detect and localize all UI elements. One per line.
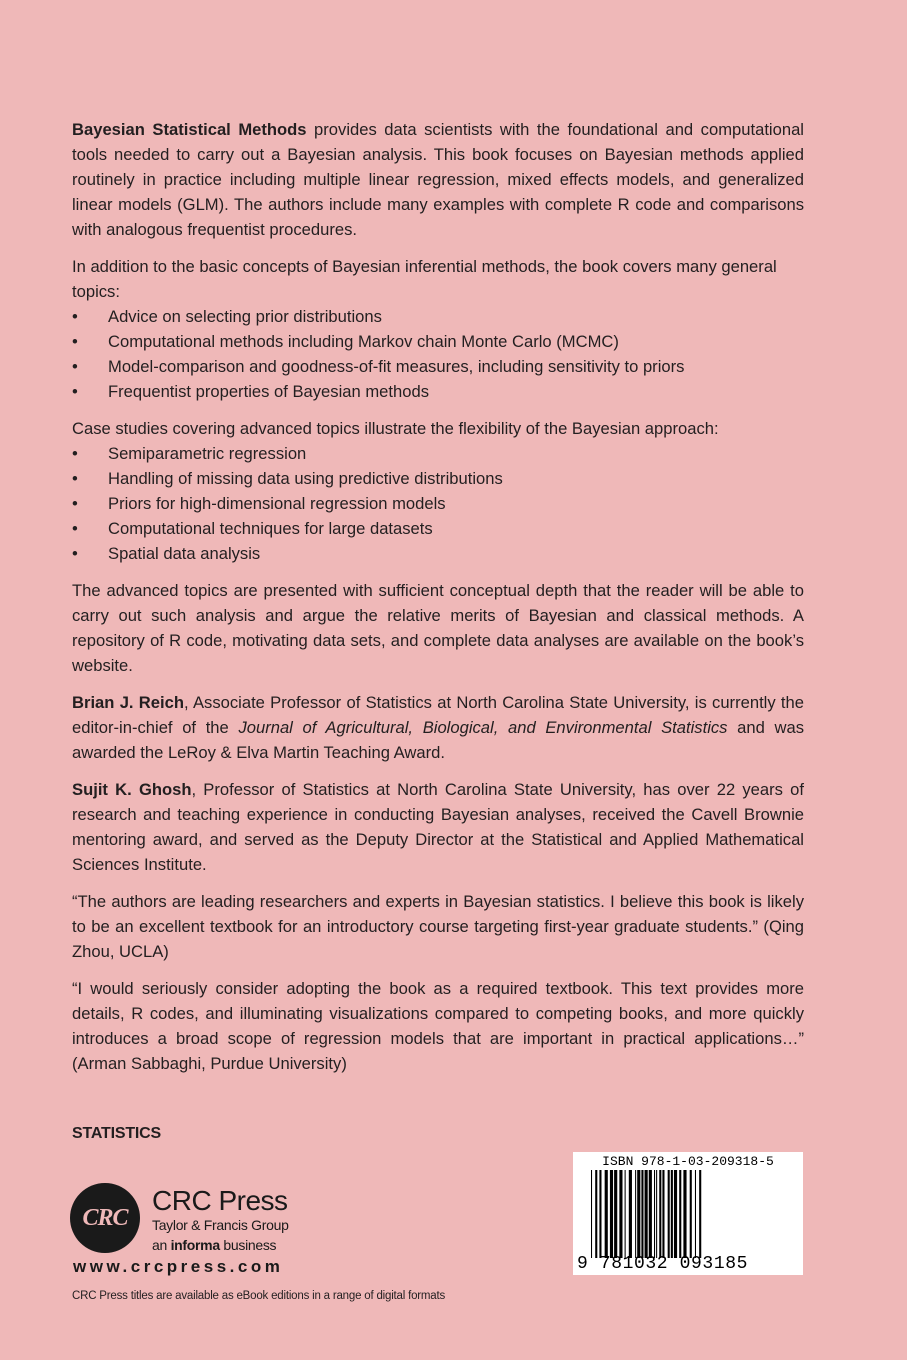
barcode-bars-icon	[591, 1170, 797, 1258]
category-heading: STATISTICS	[72, 1125, 161, 1142]
list-item: • Model-comparison and goodness-of-fit measures, including sensitivity to priors	[72, 354, 804, 379]
list-item: • Spatial data analysis	[72, 541, 804, 566]
barcode-bar	[671, 1170, 673, 1258]
crc-logo-icon: CRC	[70, 1183, 140, 1253]
review-quote-2: “I would seriously consider adopting the book as a required textbook. This text provides more details, R codes, and illuminating visualizations compared to competing books, and more quickly introduces a broad scope of regression models that are important in practical applications…” (Arman Sabbaghi, Purdue University)	[72, 979, 804, 1073]
barcode-bar	[637, 1170, 640, 1258]
publisher-name: CRC Press	[152, 1185, 288, 1216]
barcode-bar	[605, 1170, 608, 1258]
topics-list	[72, 304, 804, 404]
barcode-bar	[619, 1170, 622, 1258]
barcode-bar	[625, 1170, 626, 1258]
author1-bio: Brian J. Reich, Associate Professor of Statistics at North Carolina State University, is currently the editor-in-chief of the Journal of Agricultural, Biological, and Environmental Statistics and was awarded the LeRoy & Elva Martin Teaching Award.	[72, 693, 805, 762]
publisher-logo	[70, 1183, 330, 1283]
barcode-bar	[690, 1170, 692, 1258]
barcode-bar	[610, 1170, 613, 1258]
barcode-bar	[649, 1170, 652, 1258]
barcode-bar	[599, 1170, 601, 1258]
list-item: • Handling of missing data using predictive distributions	[72, 466, 804, 491]
publisher-website: www.crcpress.com	[73, 1257, 284, 1276]
topics-lead: In addition to the basic concepts of Bayesian inferential methods, the book covers many general topics:	[72, 257, 777, 301]
barcode-bar	[699, 1170, 701, 1258]
bullet: •	[72, 494, 78, 513]
back-cover-text	[72, 117, 804, 1088]
list-item: • Computational techniques for large datasets	[72, 516, 804, 541]
bullet: •	[72, 444, 78, 463]
barcode-bar	[668, 1170, 670, 1258]
barcode-bar	[645, 1170, 648, 1258]
isbn-barcode	[573, 1152, 803, 1275]
barcode-bar	[683, 1170, 686, 1258]
list-item: • Priors for high-dimensional regression models	[72, 491, 804, 516]
author2-name: Sujit K. Ghosh	[72, 780, 192, 799]
barcode-bar	[662, 1170, 664, 1258]
author1-name: Brian J. Reich	[72, 693, 184, 712]
list-item: • Semiparametric regression	[72, 441, 804, 466]
ebook-note: CRC Press titles are available as eBook editions in a range of digital formats	[72, 1290, 446, 1302]
publisher-group: Taylor & Francis Group	[152, 1217, 289, 1233]
barcode-bar	[656, 1170, 657, 1258]
barcode-bar	[674, 1170, 677, 1258]
bullet: •	[72, 469, 78, 488]
bullet: •	[72, 382, 78, 401]
cases-list	[72, 441, 804, 566]
isbn-digits: 9 781032 093185	[577, 1254, 749, 1274]
barcode-bar	[591, 1170, 592, 1258]
barcode-bar	[629, 1170, 632, 1258]
bullet: •	[72, 544, 78, 563]
advanced-paragraph: The advanced topics are presented with sufficient conceptual depth that the reader will be able to carry out such analysis and argue the relative merits of Bayesian and classical methods. A repository of R code, motivating data sets, and complete data analyses are available on the book’s website.	[72, 581, 804, 675]
bullet: •	[72, 357, 78, 376]
barcode-bar	[595, 1170, 597, 1258]
author2-bio: Sujit K. Ghosh, Professor of Statistics at North Carolina State University, has over 22 years of research and teaching experience in conducting Bayesian analyses, received the Cavell Brownie mentoring award, and served as the Deputy Director at the Statistical and Applied Mathematical Sciences Institute.	[72, 780, 804, 874]
barcode-bar	[635, 1170, 636, 1258]
bullet: •	[72, 332, 78, 351]
barcode-bar	[659, 1170, 661, 1258]
journal-title: Journal of Agricultural, Biological, and Environmental Statistics	[238, 718, 728, 737]
barcode-bar	[641, 1170, 643, 1258]
barcode-bar	[654, 1170, 655, 1258]
bullet: •	[72, 307, 78, 326]
intro-paragraph: Bayesian Statistical Methods provides data scientists with the foundational and computational tools needed to carry out a Bayesian analysis. This book focuses on Bayesian methods applied routinely in practice including multiple linear regression, mixed effects models, and generalized linear models (GLM). The authors include many examples with complete R code and comparisons with analogous frequentist procedures.	[72, 120, 804, 239]
barcode-bar	[695, 1170, 696, 1258]
cases-lead: Case studies covering advanced topics illustrate the flexibility of the Bayesian approach:	[72, 419, 719, 438]
book-title: Bayesian Statistical Methods	[72, 120, 307, 139]
list-item: • Computational methods including Markov chain Monte Carlo (MCMC)	[72, 329, 804, 354]
informa-tagline: an informa business	[152, 1237, 277, 1253]
barcode-bar	[614, 1170, 617, 1258]
barcode-bar	[679, 1170, 681, 1258]
bullet: •	[72, 519, 78, 538]
list-item: • Frequentist properties of Bayesian methods	[72, 379, 804, 404]
list-item: • Advice on selecting prior distributions	[72, 304, 804, 329]
review-quote-1: “The authors are leading researchers and experts in Bayesian statistics. I believe this book is likely to be an excellent textbook for an introductory course targeting first-year graduate students.” (Qing Zhou, UCLA)	[72, 892, 804, 961]
isbn-label: ISBN 978-1-03-209318-5	[602, 1154, 774, 1169]
